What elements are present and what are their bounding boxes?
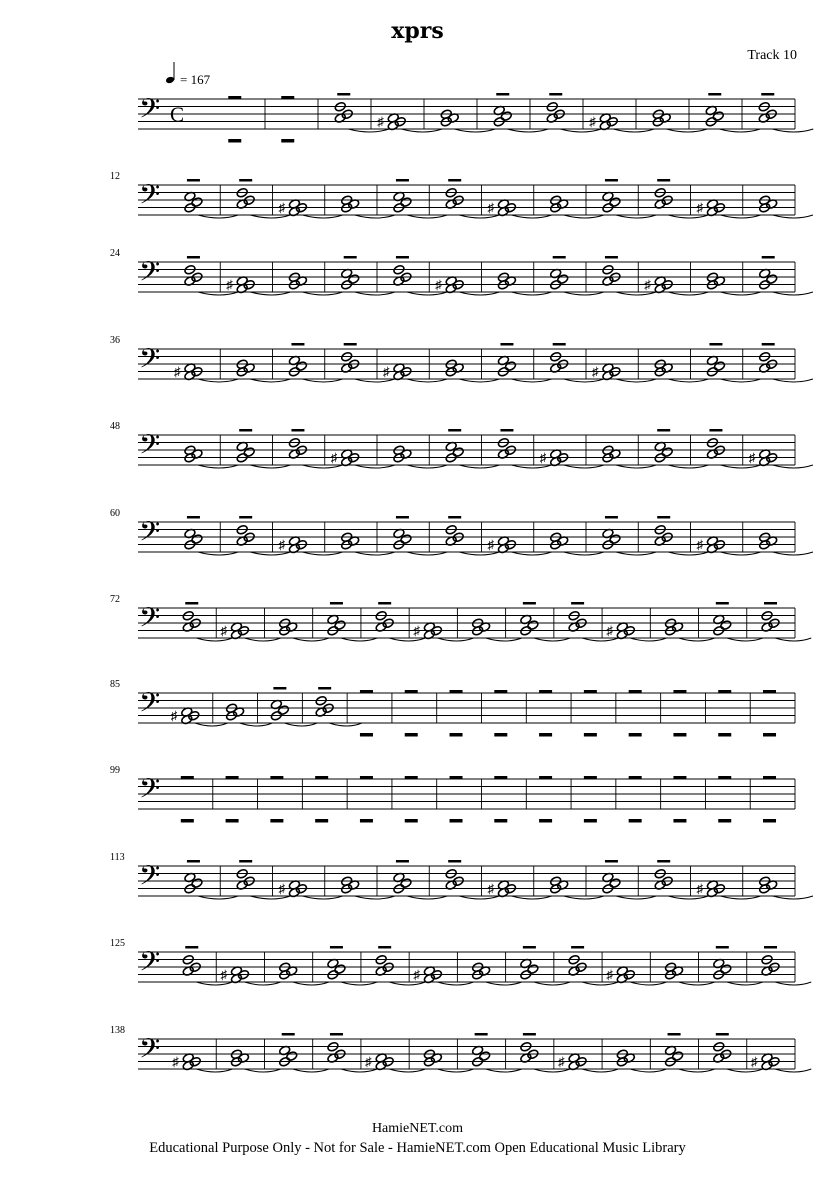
upper-note-mark (378, 946, 391, 949)
sharp-icon: ♯ (173, 364, 181, 379)
rest-block (494, 819, 507, 823)
staff-system (110, 335, 813, 382)
sharp-icon: ♯ (487, 881, 494, 896)
upper-note-mark (239, 429, 252, 432)
bass-clef-icon: 𝄢 (139, 518, 161, 554)
staff-system (110, 679, 795, 737)
tie (198, 465, 238, 468)
tempo-mark: = 167 (180, 72, 211, 87)
rest-block (718, 776, 731, 779)
rest-block (360, 733, 373, 737)
tie (511, 465, 551, 468)
tie (407, 379, 447, 382)
sharp-icon: ♯ (748, 450, 756, 465)
rest-block (673, 690, 686, 693)
upper-note-mark (553, 256, 566, 259)
rest-block (584, 776, 597, 779)
staff-system (110, 421, 813, 468)
sharp-icon: ♯ (330, 450, 338, 465)
upper-note-mark (239, 860, 252, 863)
upper-note-mark (187, 860, 200, 863)
tie (511, 292, 551, 295)
upper-note-mark (448, 516, 461, 519)
rest-block (228, 139, 241, 143)
upper-note-mark (344, 256, 357, 259)
rest-block (270, 776, 283, 779)
composer-label: Track 10 (747, 48, 797, 63)
measure-number: 12 (110, 171, 120, 182)
tie (355, 379, 395, 382)
bass-clef-icon: 𝄢 (139, 345, 161, 381)
tie (459, 379, 499, 382)
staff-system (110, 938, 811, 985)
tie (459, 292, 499, 295)
tie (407, 292, 447, 295)
upper-note-mark (716, 602, 729, 605)
measure-number: 99 (110, 765, 120, 776)
rest-block (226, 776, 239, 779)
upper-note-mark (708, 93, 721, 96)
upper-note-mark (523, 602, 536, 605)
upper-note-mark (282, 1033, 295, 1036)
rest-block (763, 776, 776, 779)
sharp-icon: ♯ (487, 200, 494, 215)
sharp-icon: ♯ (377, 114, 384, 129)
tie (564, 292, 604, 295)
upper-note-mark (605, 179, 618, 182)
tie (564, 465, 604, 468)
upper-note-mark (549, 93, 562, 96)
upper-note-mark (330, 946, 343, 949)
sharp-icon: ♯ (278, 537, 285, 552)
measure-number: 85 (110, 679, 120, 690)
upper-note-mark (761, 93, 774, 96)
tie (250, 379, 290, 382)
bass-clef-icon: 𝄢 (139, 1035, 161, 1071)
tie (668, 379, 708, 382)
time-signature: C (170, 102, 185, 127)
rest-block (673, 819, 686, 823)
bass-clef-icon: 𝄢 (139, 181, 161, 217)
rest-block (629, 733, 642, 737)
rest-block (494, 776, 507, 779)
upper-note-mark (396, 516, 409, 519)
upper-note-mark (448, 860, 461, 863)
tie (459, 465, 499, 468)
tie (302, 292, 342, 295)
sharp-icon: ♯ (696, 881, 703, 896)
rest-block (405, 776, 418, 779)
tie (250, 292, 290, 295)
upper-note-mark (709, 343, 722, 346)
sharp-icon: ♯ (696, 200, 703, 215)
sharp-icon: ♯ (487, 537, 494, 552)
tie (355, 465, 395, 468)
upper-note-mark (764, 602, 777, 605)
rest-block (281, 96, 294, 99)
rest-block (584, 733, 597, 737)
upper-note-mark (291, 343, 304, 346)
upper-note-mark (762, 256, 775, 259)
rest-block (673, 733, 686, 737)
upper-note-mark (716, 946, 729, 949)
upper-note-mark (523, 946, 536, 949)
rest-block (763, 690, 776, 693)
upper-note-mark (187, 516, 200, 519)
quarter-note-icon (165, 76, 175, 85)
bass-clef-icon: 𝄢 (139, 258, 161, 294)
upper-note-mark (657, 516, 670, 519)
upper-note-mark (273, 687, 286, 690)
upper-note-mark (605, 256, 618, 259)
rest-block (450, 776, 463, 779)
rest-block (539, 690, 552, 693)
bass-clef-icon: 𝄢 (139, 862, 161, 898)
tie (250, 465, 290, 468)
upper-note-mark (657, 179, 670, 182)
measure-number: 113 (110, 852, 125, 863)
bass-clef-icon: 𝄢 (139, 95, 161, 131)
sharp-icon: ♯ (172, 1054, 179, 1069)
bass-clef-icon: 𝄢 (139, 775, 161, 811)
upper-note-mark (764, 946, 777, 949)
tie (511, 379, 551, 382)
upper-note-mark (523, 1033, 536, 1036)
staff-system (138, 62, 813, 143)
upper-note-mark (330, 602, 343, 605)
rest-block (494, 690, 507, 693)
rest-block (539, 776, 552, 779)
sharp-icon: ♯ (606, 967, 613, 982)
tie (668, 465, 708, 468)
sharp-icon: ♯ (413, 967, 420, 982)
measure-number: 125 (110, 938, 125, 949)
upper-note-mark (344, 343, 357, 346)
tie (302, 379, 342, 382)
upper-note-mark (709, 429, 722, 432)
rest-block (584, 690, 597, 693)
rest-block (270, 819, 283, 823)
tie (668, 292, 708, 295)
sharp-icon: ♯ (696, 537, 703, 552)
sharp-icon: ♯ (220, 967, 227, 982)
rest-block (539, 733, 552, 737)
upper-note-mark (187, 179, 200, 182)
sharp-icon: ♯ (589, 114, 596, 129)
measure-number: 60 (110, 508, 120, 519)
upper-note-mark (187, 256, 200, 259)
upper-note-mark (448, 429, 461, 432)
measure-number: 48 (110, 421, 120, 432)
tie (198, 379, 238, 382)
rest-block (673, 776, 686, 779)
rest-block (181, 776, 194, 779)
measure-number: 138 (110, 1025, 125, 1036)
sharp-icon: ♯ (751, 1054, 758, 1069)
measure-number: 36 (110, 335, 120, 346)
staff-system (110, 1025, 811, 1072)
rest-block (405, 690, 418, 693)
upper-note-mark (496, 93, 509, 96)
tie (355, 292, 395, 295)
tie (198, 292, 238, 295)
upper-note-mark (716, 1033, 729, 1036)
rest-block (629, 819, 642, 823)
rest-block (718, 690, 731, 693)
rest-block (718, 819, 731, 823)
tie (720, 379, 760, 382)
rest-block (718, 733, 731, 737)
sharp-icon: ♯ (591, 364, 599, 379)
sharp-icon: ♯ (558, 1054, 565, 1069)
rest-block (763, 819, 776, 823)
staff-system (110, 765, 795, 823)
upper-note-mark (668, 1033, 681, 1036)
footer-note: Educational Purpose Only - Not for Sale - HamieNET.com Open Educational Music Library (149, 1140, 686, 1156)
upper-note-mark (239, 516, 252, 519)
bass-clef-icon: 𝄢 (139, 948, 161, 984)
rest-block (629, 690, 642, 693)
tie (616, 465, 656, 468)
upper-note-mark (500, 343, 513, 346)
footer-site: HamieNET.com (371, 1121, 464, 1136)
sharp-icon: ♯ (606, 623, 613, 638)
measure-number: 72 (110, 594, 120, 605)
rest-block (450, 690, 463, 693)
tie (773, 292, 813, 295)
sharp-icon: ♯ (435, 277, 442, 292)
rest-block (584, 819, 597, 823)
upper-note-mark (185, 946, 198, 949)
measure-number: 24 (110, 248, 120, 259)
staff-system (110, 171, 813, 218)
tie (302, 465, 342, 468)
sharp-icon: ♯ (278, 881, 285, 896)
tie (616, 379, 656, 382)
upper-note-mark (657, 860, 670, 863)
upper-note-mark (337, 93, 350, 96)
tie (407, 465, 447, 468)
rest-block (405, 819, 418, 823)
upper-note-mark (553, 343, 566, 346)
rest-block (360, 819, 373, 823)
staff-system (110, 852, 813, 899)
tie (720, 292, 760, 295)
rest-block (315, 776, 328, 779)
bass-clef-icon: 𝄢 (139, 604, 161, 640)
sharp-icon: ♯ (220, 623, 227, 638)
rest-block (181, 819, 194, 823)
sharp-icon: ♯ (365, 1054, 372, 1069)
upper-note-mark (500, 429, 513, 432)
rest-block (226, 819, 239, 823)
sharp-icon: ♯ (644, 277, 651, 292)
upper-note-mark (657, 429, 670, 432)
upper-note-mark (571, 946, 584, 949)
tie (720, 465, 760, 468)
upper-note-mark (318, 687, 331, 690)
sharp-icon: ♯ (539, 450, 547, 465)
rest-block (450, 733, 463, 737)
title: xprs (391, 18, 444, 44)
bass-clef-icon: 𝄢 (139, 431, 161, 467)
tie (773, 379, 813, 382)
rest-block (315, 819, 328, 823)
tie (616, 292, 656, 295)
rest-block (360, 776, 373, 779)
upper-note-mark (448, 179, 461, 182)
upper-note-mark (396, 179, 409, 182)
rest-block (405, 733, 418, 737)
tie (773, 465, 813, 468)
rest-block (539, 819, 552, 823)
upper-note-mark (378, 602, 391, 605)
upper-note-mark (605, 860, 618, 863)
rest-block (228, 96, 241, 99)
sharp-icon: ♯ (170, 708, 178, 723)
tie (564, 379, 604, 382)
rest-block (763, 733, 776, 737)
bass-clef-icon: 𝄢 (139, 689, 161, 725)
rest-block (629, 776, 642, 779)
upper-note-mark (239, 179, 252, 182)
upper-note-mark (291, 429, 304, 432)
sharp-icon: ♯ (278, 200, 285, 215)
upper-note-mark (571, 602, 584, 605)
upper-note-mark (605, 516, 618, 519)
upper-note-mark (396, 860, 409, 863)
upper-note-mark (475, 1033, 488, 1036)
rest-block (281, 139, 294, 143)
staff-system (110, 594, 811, 641)
rest-block (450, 819, 463, 823)
staff-system (110, 508, 813, 555)
upper-note-mark (762, 343, 775, 346)
staff-system (110, 248, 813, 295)
upper-note-mark (185, 602, 198, 605)
upper-note-mark (396, 256, 409, 259)
rest-block (494, 733, 507, 737)
upper-note-mark (330, 1033, 343, 1036)
sharp-icon: ♯ (413, 623, 420, 638)
sharp-icon: ♯ (382, 364, 390, 379)
rest-block (360, 690, 373, 693)
sharp-icon: ♯ (226, 277, 233, 292)
